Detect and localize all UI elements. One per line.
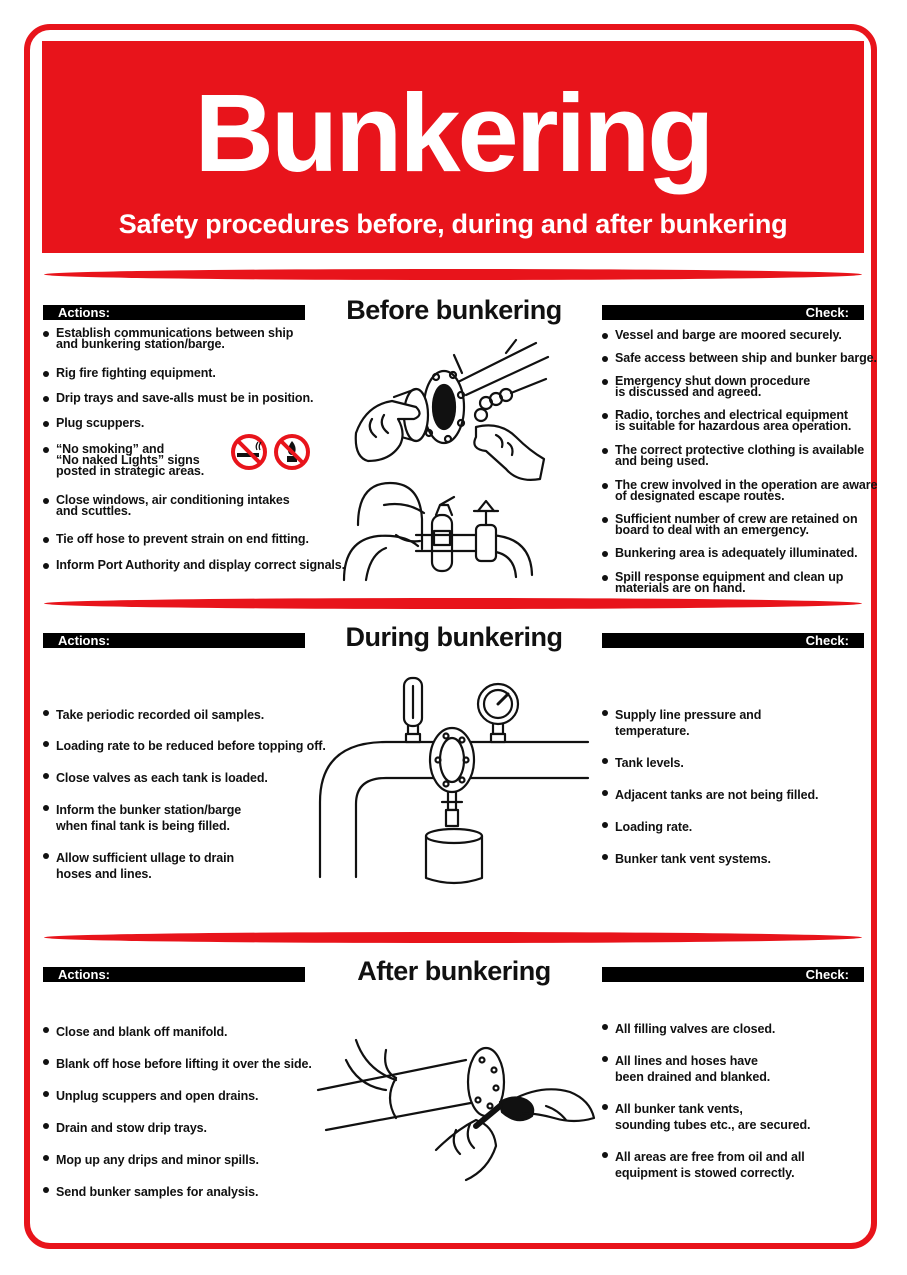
list-item [602,1021,775,1037]
list-item-line: Loading rate. [615,820,693,834]
list-item [43,393,313,404]
header-banner [42,41,864,253]
list-item [602,410,851,432]
list-item-line: hoses and lines. [56,867,152,881]
list-item [43,1056,312,1072]
list-item-line: Emergency shut down procedure [615,374,811,388]
list-item [43,444,204,477]
list-item-line: All bunker tank vents, [615,1102,743,1116]
list-item-line: Allow sufficient ullage to drain [56,851,235,865]
list-item-line: Close valves as each tank is loaded. [56,771,268,785]
during-illustration [318,672,590,892]
list-item [602,480,877,502]
list-item-line: Spill response equipment and clean up [615,570,844,584]
list-item [602,572,843,594]
list-item-line: and bunkering station/barge. [56,337,225,351]
list-item [602,707,761,739]
list-item-line: Bunker tank vent systems. [615,852,771,866]
list-item-line: Close and blank off manifold. [56,1025,228,1039]
list-item [602,548,858,559]
list-item-line: of designated escape routes. [615,489,785,503]
divider-after [44,932,862,943]
divider-during [44,598,862,609]
list-item [602,787,818,803]
list-item-line: Drip trays and save-alls must be in position. [56,391,314,405]
section-title-before: Before bunkering [346,295,562,325]
list-item [43,802,241,834]
list-item-line: materials are on hand. [615,581,746,595]
actions-bar-during: Actions: [43,633,305,648]
list-item-line: sounding tubes etc., are secured. [615,1118,811,1132]
list-item [602,1053,770,1085]
prohibition-signs [230,432,314,477]
list-item-line: equipment is stowed correctly. [615,1166,795,1180]
list-item [43,850,234,882]
list-item [43,495,290,517]
list-item-line: temperature. [615,724,690,738]
list-item-line: Mop up any drips and minor spills. [56,1153,259,1167]
list-item-line: Sufficient number of crew are retained on [615,512,858,526]
list-item-line: Bunkering area is adequately illuminated. [615,546,858,560]
list-item-line: Loading rate to be reduced before topping off. [56,739,326,753]
page-subtitle: Safety procedures before, during and after bunkering [118,209,788,239]
list-item-line: Send bunker samples for analysis. [56,1185,259,1199]
list-item-line: Close windows, air conditioning intakes [56,493,290,507]
list-item [43,1024,227,1040]
list-item [43,418,144,429]
list-item [602,1101,810,1133]
list-item-line: “No smoking” and [56,442,165,456]
section-title-during: During bunkering [345,622,563,652]
list-item [43,1120,207,1136]
list-item-line: Inform the bunker station/barge [56,803,242,817]
list-item [43,368,216,379]
check-bar-before: Check: [602,305,864,320]
list-item-line: All areas are free from oil and all [615,1150,805,1164]
list-item-line: Drain and stow drip trays. [56,1121,207,1135]
list-item [43,328,293,350]
list-item-line: Tank levels. [615,756,684,770]
list-item [602,514,857,536]
list-item-line: Inform Port Authority and display correct signals. [56,558,346,572]
list-item-line: Rig fire fighting equipment. [56,366,216,380]
list-item [43,534,309,545]
list-item-line: posted in strategic areas. [56,464,205,478]
list-item-line: and being used. [615,454,709,468]
actions-bar-before: Actions: [43,305,305,320]
list-item [602,376,810,398]
no-smoking-sign-icon [233,436,265,468]
after-illustration [316,1030,596,1190]
list-item-line: and scuttles. [56,504,132,518]
page-title: Bunkering [194,72,712,195]
check-bar-during: Check: [602,633,864,648]
list-item-line: is discussed and agreed. [615,385,762,399]
before-illustration [336,335,551,585]
section-title-after: After bunkering [357,956,551,986]
actions-bar-after: Actions: [43,967,305,982]
no-naked-lights-sign-icon [276,436,308,468]
list-item [602,819,692,835]
list-item-line: when final tank is being filled. [56,819,230,833]
list-item [602,1149,805,1181]
divider-before [44,269,862,280]
list-item-line: All lines and hoses have [615,1054,758,1068]
list-item [43,1088,258,1104]
list-item-line: is suitable for hazardous area operation. [615,419,852,433]
list-item-line: Plug scuppers. [56,416,145,430]
list-item [43,738,326,754]
list-item-line: All filling valves are closed. [615,1022,776,1036]
list-item-line: The crew involved in the operation are aware [615,478,878,492]
list-item-line: board to deal with an emergency. [615,523,809,537]
list-item [43,1184,258,1200]
list-item-line: Establish communications between ship [56,326,294,340]
check-bar-after: Check: [602,967,864,982]
list-item-line: Tie off hose to prevent strain on end fitting. [56,532,309,546]
list-item [602,445,864,467]
list-item-line: Unplug scuppers and open drains. [56,1089,259,1103]
list-item [43,770,268,786]
list-item [602,330,842,341]
list-item-line: Adjacent tanks are not being filled. [615,788,819,802]
list-item-line: “No naked Lights” signs [56,453,200,467]
list-item-line: Take periodic recorded oil samples. [56,708,265,722]
list-item-line: The correct protective clothing is available [615,443,865,457]
list-item-line: Vessel and barge are moored securely. [615,328,842,342]
list-item [43,1152,259,1168]
list-item [43,707,264,723]
list-item-line: Supply line pressure and [615,708,762,722]
list-item-line: been drained and blanked. [615,1070,771,1084]
list-item-line: Safe access between ship and bunker barge. [615,351,877,365]
list-item [602,353,877,364]
list-item [602,851,771,867]
list-item-line: Radio, torches and electrical equipment [615,408,848,422]
list-item-line: Blank off hose before lifting it over the side. [56,1057,312,1071]
list-item [43,560,345,571]
list-item [602,755,684,771]
